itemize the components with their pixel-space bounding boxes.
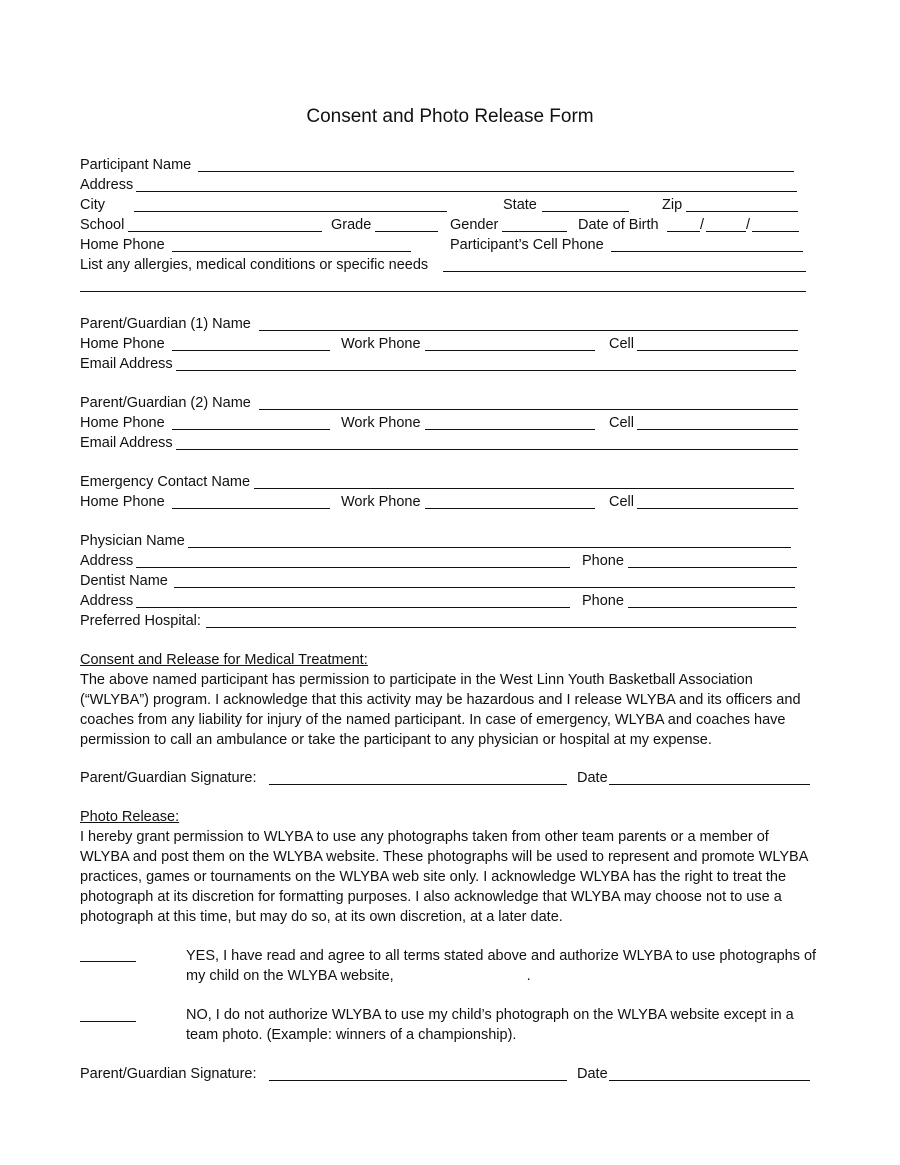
yes-option-line: YES, I have read and agree to all terms stated above and authorize WLYBA to use photographs of [186, 948, 817, 964]
guardian2-name-field[interactable] [259, 409, 798, 410]
participant-cell-label: Participant’s Cell Phone [450, 237, 604, 253]
consent-line: coaches from any liability for injury of the named participant. In case of emergency, WLYBA and coaches have [80, 712, 786, 728]
consent-line: (“WLYBA”) program. I acknowledge that this activity may be hazardous and I release WLYBA and its officers and [80, 692, 801, 708]
dentist-address-label: Address [80, 593, 134, 609]
city-field[interactable] [134, 211, 447, 212]
photo-signature-label: Parent/Guardian Signature: [80, 1066, 257, 1082]
physician-name-field[interactable] [188, 547, 791, 548]
participant-name-field[interactable] [198, 171, 794, 172]
participant-name-label: Participant Name [80, 157, 192, 173]
gender-label: Gender [450, 217, 499, 233]
yes-option-line: my child on the WLYBA website, . [186, 968, 531, 984]
participant-address-field[interactable] [136, 191, 797, 192]
consent-line: permission to call an ambulance or take the participant to any physician or hospital at my expense. [80, 732, 712, 748]
dob-year-field[interactable] [752, 231, 799, 232]
hospital-label: Preferred Hospital: [80, 613, 201, 629]
dentist-name-field[interactable] [174, 587, 795, 588]
guardian1-email-field[interactable] [176, 370, 796, 371]
allergies-field[interactable] [443, 271, 806, 272]
dentist-phone-field[interactable] [628, 607, 797, 608]
physician-phone-field[interactable] [628, 567, 797, 568]
home-phone-label: Home Phone [80, 237, 165, 253]
emergency-work-phone-field[interactable] [425, 508, 595, 509]
yes-initials-field[interactable] [80, 961, 136, 962]
physician-address-field[interactable] [136, 567, 570, 568]
gender-field[interactable] [502, 231, 567, 232]
guardian1-cell-label: Cell [609, 336, 634, 352]
school-label: School [80, 217, 125, 233]
photo-heading: Photo Release: [80, 809, 180, 825]
allergies-label: List any allergies, medical conditions or specific needs [80, 257, 429, 273]
dob-month-field[interactable] [667, 231, 700, 232]
guardian2-work-phone-field[interactable] [425, 429, 595, 430]
no-option-line: team photo. (Example: winners of a championship). [186, 1027, 517, 1043]
guardian2-email-label: Email Address [80, 435, 173, 451]
zip-label: Zip [662, 197, 683, 213]
dentist-address-field[interactable] [136, 607, 570, 608]
dob-label: Date of Birth [578, 217, 659, 233]
guardian1-home-phone-field[interactable] [172, 350, 330, 351]
emergency-home-phone-field[interactable] [172, 508, 330, 509]
participant-cell-field[interactable] [611, 251, 803, 252]
allergies-field-continued[interactable] [80, 291, 806, 292]
physician-phone-label: Phone [582, 553, 624, 569]
zip-field[interactable] [686, 211, 798, 212]
photo-line: practices, games or tournaments on the WLYBA web site only. I acknowledge WLYBA has the right to treat the [80, 869, 787, 885]
consent-heading: Consent and Release for Medical Treatment: [80, 652, 368, 668]
photo-line: photograph at its discretion for formatting purposes. I also acknowledge that WLYBA may choose not to use a [80, 889, 782, 905]
emergency-cell-label: Cell [609, 494, 634, 510]
guardian1-name-label: Parent/Guardian (1) Name [80, 316, 251, 332]
guardian2-email-field[interactable] [176, 449, 798, 450]
consent-signature-field[interactable] [269, 784, 567, 785]
photo-signature-field[interactable] [269, 1080, 567, 1081]
consent-line: The above named participant has permission to participate in the West Linn Youth Basketball Association [80, 672, 753, 688]
photo-date-label: Date [577, 1066, 608, 1082]
guardian2-home-phone-field[interactable] [172, 429, 330, 430]
consent-date-field[interactable] [609, 784, 810, 785]
no-initials-field[interactable] [80, 1021, 136, 1022]
guardian2-home-phone-label: Home Phone [80, 415, 165, 431]
photo-date-field[interactable] [609, 1080, 810, 1081]
dentist-name-label: Dentist Name [80, 573, 168, 589]
guardian2-cell-field[interactable] [637, 429, 798, 430]
consent-text [80, 670, 830, 750]
school-field[interactable] [128, 231, 322, 232]
home-phone-field[interactable] [172, 251, 411, 252]
guardian1-email-label: Email Address [80, 356, 173, 372]
guardian1-work-phone-field[interactable] [425, 350, 595, 351]
guardian2-name-label: Parent/Guardian (2) Name [80, 395, 251, 411]
guardian2-cell-label: Cell [609, 415, 634, 431]
consent-date-label: Date [577, 770, 608, 786]
dob-separator: / [746, 217, 751, 233]
state-field[interactable] [542, 211, 629, 212]
physician-address-label: Address [80, 553, 134, 569]
photo-text [80, 827, 830, 927]
grade-field[interactable] [375, 231, 438, 232]
guardian1-home-phone-label: Home Phone [80, 336, 165, 352]
grade-label: Grade [331, 217, 372, 233]
dob-separator: / [700, 217, 705, 233]
photo-line: photograph at this time, but may do so, at its own discretion, at a later date. [80, 909, 563, 925]
emergency-name-field[interactable] [254, 488, 794, 489]
dentist-phone-label: Phone [582, 593, 624, 609]
state-label: State [503, 197, 537, 213]
photo-line: WLYBA and post them on the WLYBA website. These photographs will be used to represent and promote WLYBA [80, 849, 809, 865]
dob-day-field[interactable] [706, 231, 746, 232]
emergency-cell-field[interactable] [637, 508, 798, 509]
physician-name-label: Physician Name [80, 533, 185, 549]
no-option-text [186, 1005, 826, 1045]
participant-address-label: Address [80, 177, 134, 193]
city-label: City [80, 197, 105, 213]
guardian1-work-phone-label: Work Phone [341, 336, 421, 352]
form-title: Consent and Photo Release Form [306, 106, 594, 127]
hospital-field[interactable] [206, 627, 796, 628]
emergency-work-phone-label: Work Phone [341, 494, 421, 510]
guardian2-work-phone-label: Work Phone [341, 415, 421, 431]
emergency-home-phone-label: Home Phone [80, 494, 165, 510]
emergency-name-label: Emergency Contact Name [80, 474, 251, 490]
guardian1-cell-field[interactable] [637, 350, 798, 351]
consent-signature-label: Parent/Guardian Signature: [80, 770, 257, 786]
photo-line: I hereby grant permission to WLYBA to use any photographs taken from other team parents or a member of [80, 829, 769, 845]
no-option-line: NO, I do not authorize WLYBA to use my child’s photograph on the WLYBA website except in a [186, 1007, 794, 1023]
yes-option-text [186, 946, 826, 986]
guardian1-name-field[interactable] [259, 330, 798, 331]
